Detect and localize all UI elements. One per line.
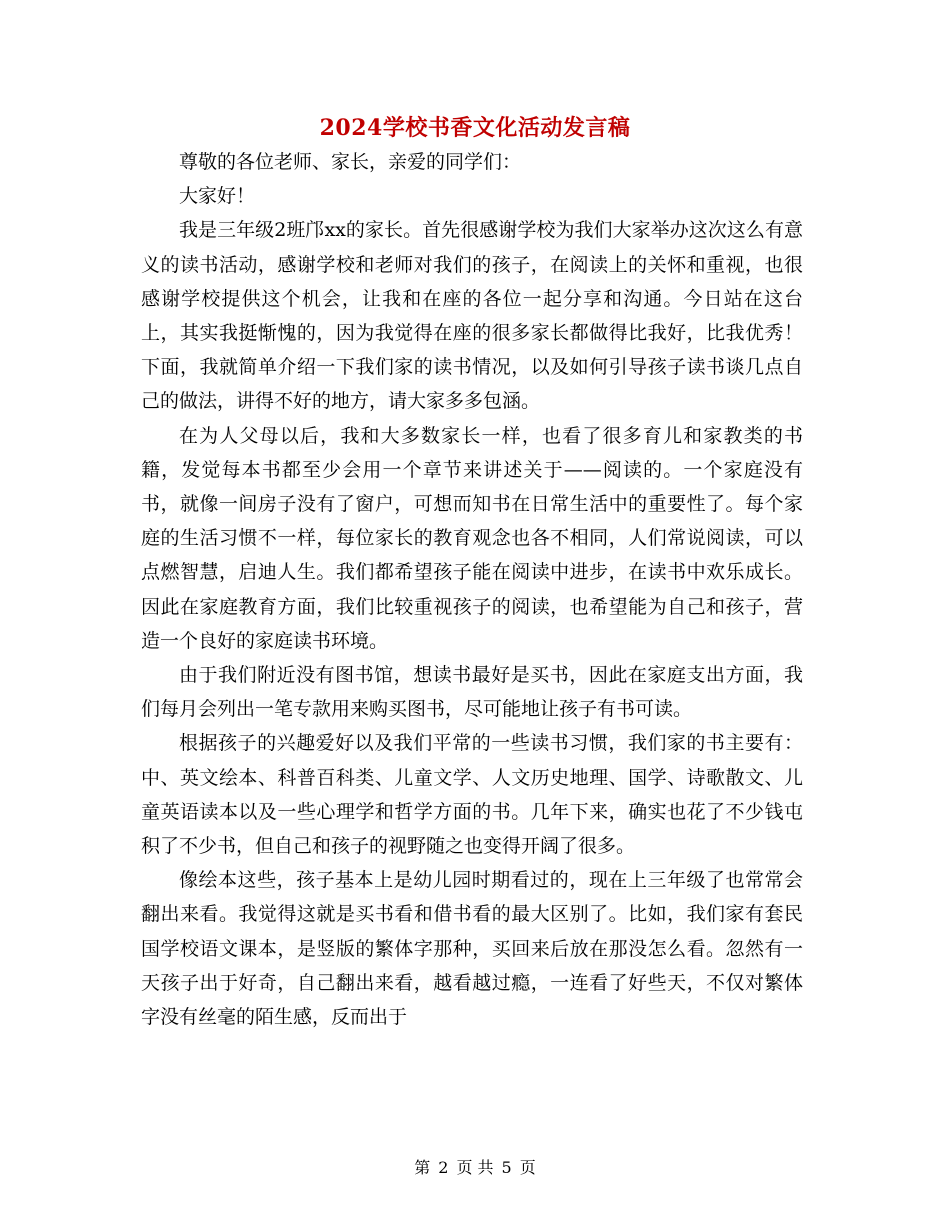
paragraph-introduction: 我是三年级2班邝xx的家长。首先很感谢学校为我们大家举办这次这么有意义的读书活动，感谢学校和老师对我们的孩子，在阅读上的关怀和重视，也很感谢学校提供这个机会，让我和在座的各位一起分享和沟通。今日站在这台上，其实我挺惭愧的，因为我觉得在座的很多家长都做得比我好，比我优秀！下面，我就简单介绍一下我们家的读书情况，以及如何引导孩子读书谈几点自己的做法，讲得不好的地方，请大家多多包涵。 — [141, 219, 803, 413]
footer-prefix: 第 — [414, 1158, 431, 1177]
greeting: 大家好！ — [179, 185, 256, 208]
paragraph-importance-of-reading: 在为人父母以后，我和大多数家长一样，也看了很多育儿和家教类的书籍，发觉每本书都至少会用一个章节来讲述关于——阅读的。一个家庭没有书，就像一间房子没有了窗户，可想而知书在日常生活中的重要性了。每个家庭的生活习惯不一样，每位家长的教育观念也各不相同，人们常说阅读，可以点燃智慧，启迪人生。我们都希望孩子能在阅读中进步，在读书中欢乐成长。因此在家庭教育方面，我们比较重视孩子的阅读，也希望能为自己和孩子，营造一个良好的家庭读书环境。 — [141, 424, 803, 652]
paragraph-picture-books: 像绘本这些，孩子基本上是幼儿园时期看过的，现在上三年级了也常常会翻出来看。我觉得这就是买书看和借书看的最大区别了。比如，我们家有套民国学校语文课本，是竖版的繁体字那种，买回来后放在那没怎么看。忽然有一天孩子出于好奇，自己翻出来看，越看越过瘾，一连看了好些天，不仅对繁体字没有丝毫的陌生感，反而出于 — [141, 869, 803, 1029]
footer-total-pages: 5 — [501, 1158, 512, 1177]
footer-current-page: 2 — [438, 1158, 449, 1177]
salutation: 尊敬的各位老师、家长，亲爱的同学们： — [179, 151, 522, 173]
footer-suffix: 页 — [519, 1158, 536, 1177]
page-footer — [0, 1155, 950, 1178]
paragraph-buying-books: 由于我们附近没有图书馆，想读书最好是买书，因此在家庭支出方面，我们每月会列出一笔专款用来购买图书，尽可能地让孩子有书可读。 — [141, 664, 803, 721]
document-body — [141, 145, 803, 1034]
paragraph-book-categories: 根据孩子的兴趣爱好以及我们平常的一些读书习惯，我们家的书主要有：中、英文绘本、科普百科类、儿童文学、人文历史地理、国学、诗歌散文、儿童英语读本以及一些心理学和哲学方面的书。几年下来，确实也花了不少钱屯积了不少书，但自己和孩子的视野随之也变得开阔了很多。 — [141, 732, 803, 858]
document-title: 2024学校书香文化活动发言稿 — [319, 115, 631, 141]
footer-middle: 页 共 — [456, 1158, 494, 1177]
